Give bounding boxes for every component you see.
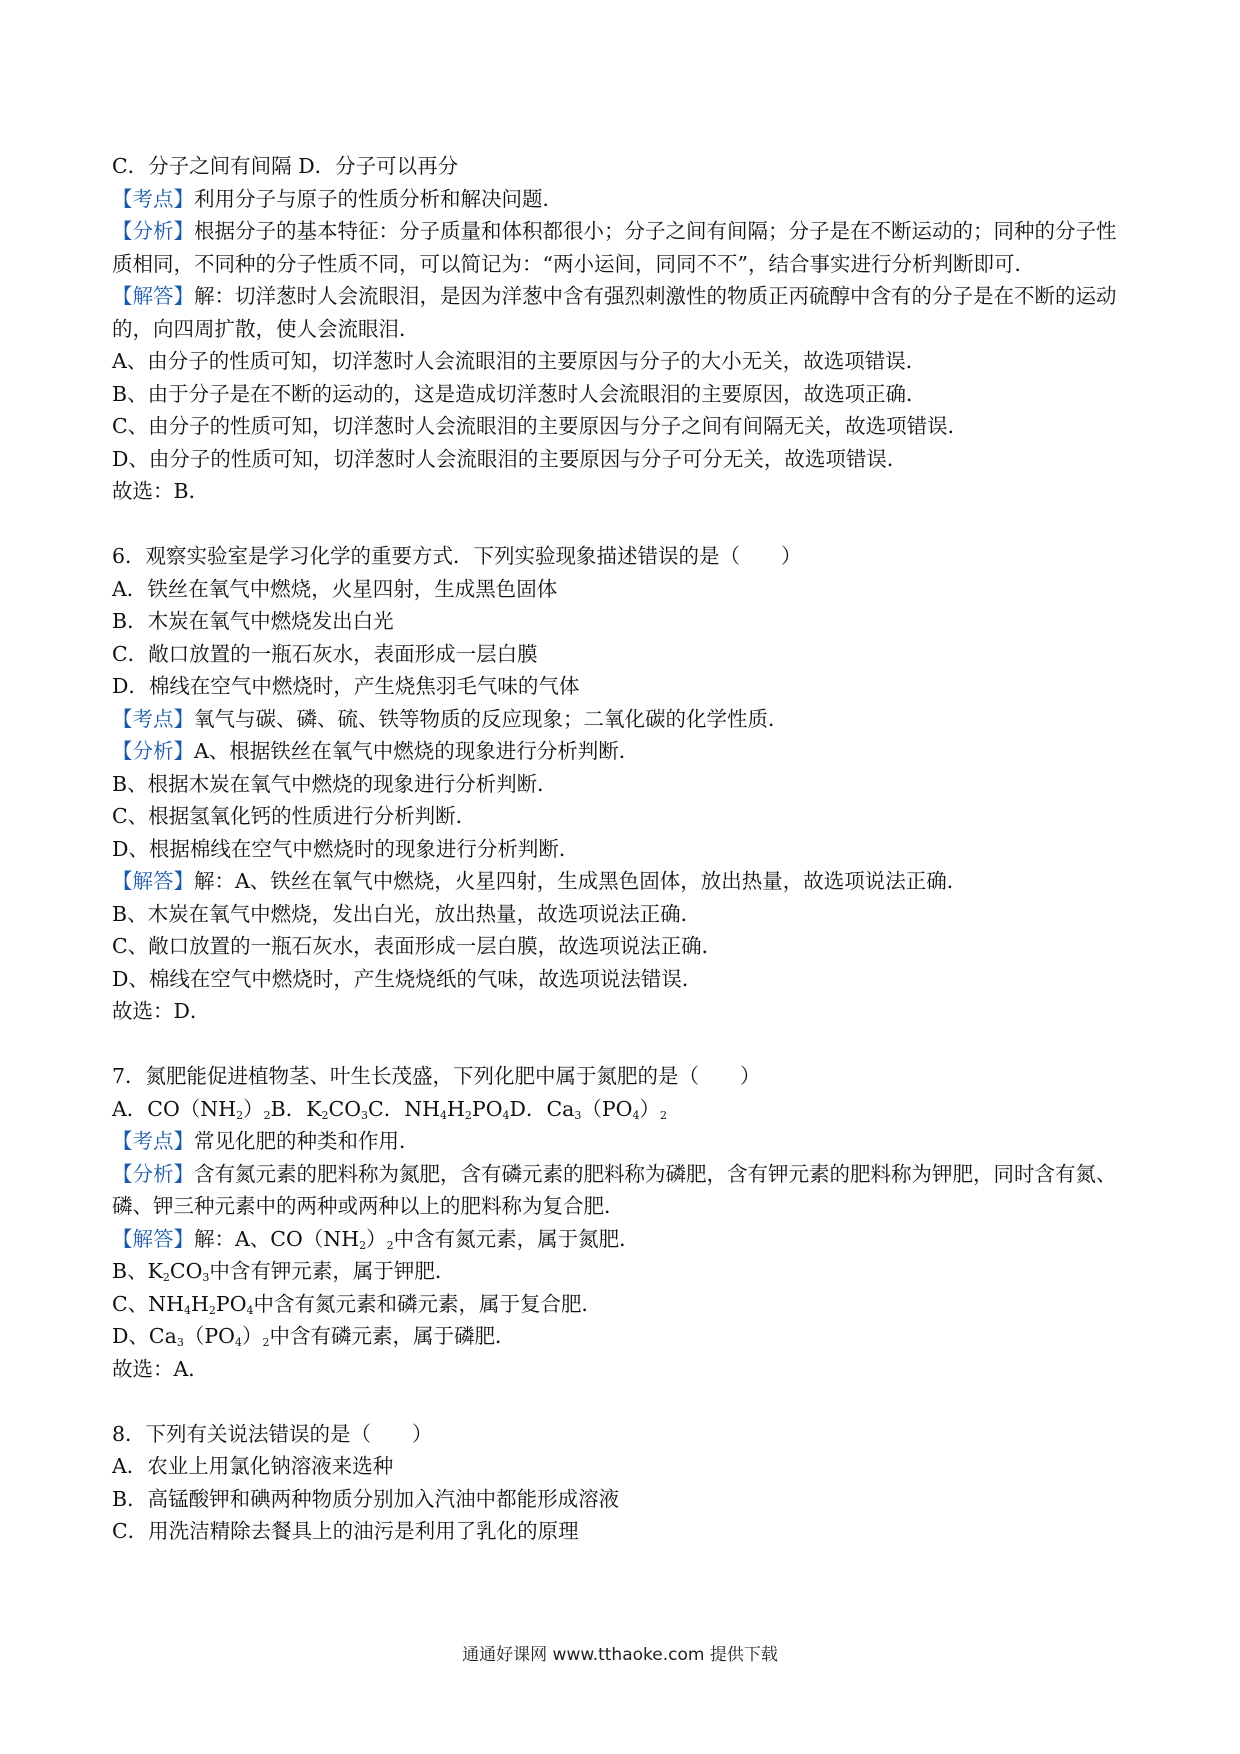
line-text: 故选：D． bbox=[112, 999, 211, 1023]
text-line bbox=[112, 1158, 1132, 1223]
text-line bbox=[112, 1288, 1132, 1321]
line-text: A、由分子的性质可知，切洋葱时人会流眼泪的主要原因与分子的大小无关，故选项错误． bbox=[112, 349, 927, 373]
text-line bbox=[112, 1320, 1132, 1353]
document-body bbox=[112, 150, 1132, 1548]
page-footer: 通通好课网 www.tthaoke.com 提供下载 bbox=[462, 1645, 778, 1665]
text-line bbox=[112, 1255, 1132, 1288]
line-text: D、由分子的性质可知，切洋葱时人会流眼泪的主要原因与分子可分无关，故选项错误． bbox=[112, 446, 908, 471]
paragraph-gap bbox=[112, 1028, 1132, 1061]
text-line bbox=[112, 475, 1132, 508]
line-text: 含有氮元素的肥料称为氮肥，含有磷元素的肥料称为磷肥，含有钾元素的肥料称为钾肥，同时含有氮、磷、钾三种元素中的两种或两种以上的肥料称为复合肥． bbox=[112, 1161, 1117, 1218]
text-line bbox=[112, 1450, 1132, 1483]
line-text: 故选：A． bbox=[112, 1356, 209, 1381]
text-line bbox=[112, 540, 1132, 573]
line-text: C、由分子的性质可知，切洋葱时人会流眼泪的主要原因与分子之间有间隔无关，故选项错误． bbox=[112, 414, 969, 438]
text-line bbox=[112, 963, 1132, 996]
text-line bbox=[112, 930, 1132, 963]
line-text: 解：切洋葱时人会流眼泪，是因为洋葱中含有强烈刺激性的物质正丙硫醇中含有的分子是在不断的运动的，向四周扩散，使人会流眼泪． bbox=[112, 284, 1117, 341]
text-line bbox=[112, 1223, 1132, 1256]
text-line bbox=[112, 865, 1132, 898]
line-text: B、$K_2CO_3$中含有钾元素，属于钾肥． bbox=[112, 1259, 456, 1284]
line-text: C、$NH_4H_2PO_4$中含有氮元素和磷元素，属于复合肥． bbox=[112, 1291, 603, 1317]
text-line bbox=[112, 1483, 1132, 1516]
line-text: B．高锰酸钾和碘两种物质分别加入汽油中都能形成溶液 bbox=[112, 1486, 620, 1511]
text-line bbox=[112, 410, 1132, 443]
section-tag: 【考点】 bbox=[112, 1129, 194, 1153]
line-text: A．农业上用氯化钠溶液来选种 bbox=[112, 1454, 394, 1478]
text-line bbox=[112, 605, 1132, 638]
text-line bbox=[112, 1125, 1132, 1158]
line-text: C、根据氢氧化钙的性质进行分析判断． bbox=[112, 804, 477, 828]
line-text: 6．观察实验室是学习化学的重要方式．下列实验现象描述错误的是（ ） bbox=[112, 544, 802, 568]
text-line bbox=[112, 573, 1132, 606]
text-line bbox=[112, 768, 1132, 801]
text-line bbox=[112, 1515, 1132, 1548]
paragraph-gap bbox=[112, 1385, 1132, 1418]
line-text: 故选：B． bbox=[112, 479, 210, 503]
section-tag: 【解答】 bbox=[112, 869, 194, 893]
line-text: 解：A、铁丝在氧气中燃烧，火星四射，生成黑色固体，放出热量，故选项说法正确． bbox=[194, 869, 968, 893]
line-text: D、棉线在空气中燃烧时，产生烧烧纸的气味，故选项说法错误． bbox=[112, 966, 703, 991]
section-tag: 【分析】 bbox=[112, 739, 194, 763]
text-line bbox=[112, 1060, 1132, 1093]
text-line bbox=[112, 735, 1132, 768]
text-line bbox=[112, 150, 1132, 183]
line-text: B、木炭在氧气中燃烧，发出白光，放出热量，故选项说法正确． bbox=[112, 901, 702, 926]
line-text: C．敞口放置的一瓶石灰水，表面形成一层白膜 bbox=[112, 641, 538, 666]
section-tag: 【分析】 bbox=[112, 1161, 194, 1186]
text-line bbox=[112, 670, 1132, 703]
line-text: D、根据棉线在空气中燃烧时的现象进行分析判断． bbox=[112, 836, 580, 861]
line-text: A．铁丝在氧气中燃烧，火星四射，生成黑色固体 bbox=[112, 576, 558, 601]
text-line bbox=[112, 215, 1132, 280]
line-text: 氧气与碳、磷、硫、铁等物质的反应现象；二氧化碳的化学性质． bbox=[194, 706, 789, 731]
line-text: B、根据木炭在氧气中燃烧的现象进行分析判断． bbox=[112, 771, 558, 796]
text-line bbox=[112, 1353, 1132, 1386]
line-text: 利用分子与原子的性质分析和解决问题． bbox=[194, 186, 563, 211]
line-text: B、由于分子是在不断的运动的，这是造成切洋葱时人会流眼泪的主要原因，故选项正确． bbox=[112, 381, 927, 406]
text-line bbox=[112, 800, 1132, 833]
line-text: A．$CO(NH_2)_2B$．$K_2CO_3C$．$NH_4H_2PO_4D$．$Ca_3(PO_4)_2$ bbox=[112, 1096, 667, 1122]
line-text: 解：A、$CO(NH_2)_2$中含有氮元素，属于氮肥． bbox=[194, 1226, 640, 1252]
line-text: A、根据铁丝在氧气中燃烧的现象进行分析判断． bbox=[194, 739, 640, 763]
line-text: 7．氮肥能促进植物茎、叶生长茂盛，下列化肥中属于氮肥的是（ ） bbox=[112, 1064, 761, 1088]
section-tag: 【解答】 bbox=[112, 284, 194, 308]
line-text: C．用洗洁精除去餐具上的油污是利用了乳化的原理 bbox=[112, 1519, 579, 1543]
line-text: B．木炭在氧气中燃烧发出白光 bbox=[112, 609, 394, 633]
line-text: D．棉线在空气中燃烧时，产生烧焦羽毛气味的气体 bbox=[112, 674, 580, 698]
section-tag: 【分析】 bbox=[112, 219, 194, 243]
paragraph-gap bbox=[112, 508, 1132, 541]
text-line bbox=[112, 443, 1132, 476]
line-text: C、敞口放置的一瓶石灰水，表面形成一层白膜，故选项说法正确． bbox=[112, 934, 723, 958]
text-line bbox=[112, 638, 1132, 671]
text-line bbox=[112, 995, 1132, 1028]
text-line bbox=[112, 833, 1132, 866]
text-line bbox=[112, 345, 1132, 378]
line-text: 根据分子的基本特征：分子质量和体积都很小；分子之间有间隔；分子是在不断运动的；同种的分子性质相同，不同种的分子性质不同，可以简记为：“两小运间，同同不不”，结合事实进行分析判断即可． bbox=[112, 219, 1117, 276]
text-line bbox=[112, 183, 1132, 216]
line-text: 常见化肥的种类和作用． bbox=[194, 1129, 420, 1153]
text-line bbox=[112, 1418, 1132, 1451]
text-line bbox=[112, 1093, 1132, 1126]
text-line bbox=[112, 898, 1132, 931]
line-text: D、$Ca_3(PO_4)_2$中含有磷元素，属于磷肥． bbox=[112, 1324, 516, 1349]
section-tag: 【考点】 bbox=[112, 706, 194, 731]
section-tag: 【解答】 bbox=[112, 1226, 194, 1251]
text-line bbox=[112, 378, 1132, 411]
text-line bbox=[112, 703, 1132, 736]
line-text: C．分子之间有间隔 D．分子可以再分 bbox=[112, 154, 459, 178]
text-line bbox=[112, 280, 1132, 345]
line-text: 8．下列有关说法错误的是（ ） bbox=[112, 1421, 433, 1446]
section-tag: 【考点】 bbox=[112, 186, 194, 211]
